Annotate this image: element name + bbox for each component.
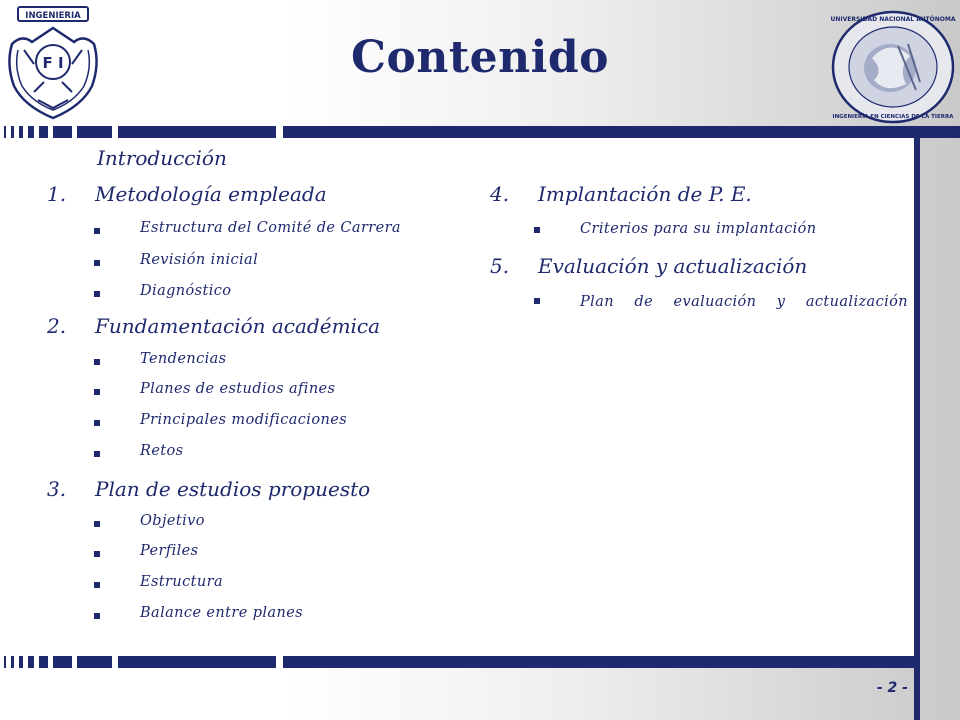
list-item: Estructura [140,574,223,590]
section-number: 3. [47,477,67,501]
bottom-divider-band [0,656,960,668]
bullet-icon [94,291,100,297]
section-3-heading [47,477,370,501]
list-item: Diagnóstico [140,283,232,299]
section-1-heading [47,182,327,206]
bullet-icon [94,521,100,527]
section-title: Evaluación y actualización [538,254,808,278]
section-title: Metodología empleada [95,182,327,206]
bullet-icon [94,582,100,588]
list-item: Estructura del Comité de Carrera [140,220,401,236]
section-2-heading [47,314,380,338]
section-title: Fundamentación académica [95,314,381,338]
left-column [0,138,470,656]
svg-text:UNIVERSIDAD NACIONAL AUTÓNOMA: UNIVERSIDAD NACIONAL AUTÓNOMA [830,16,956,23]
bullet-icon [534,227,540,233]
list-item: Plan de evaluación y actualización [580,294,908,310]
section-number: 5. [490,254,510,278]
page-title: Contenido [351,32,609,83]
bullet-icon [94,613,100,619]
svg-text:INGENIERÍA EN CIENCIAS DE LA T: INGENIERÍA EN CIENCIAS DE LA TIERRA [832,114,954,120]
slide-header [0,0,960,125]
list-item: Planes de estudios afines [140,381,336,397]
section-5-heading [490,254,807,278]
list-item: Objetivo [140,513,205,529]
bullet-icon [94,359,100,365]
bullet-icon [94,228,100,234]
bullet-icon [94,260,100,266]
page-number: - 2 - [876,680,908,696]
bullet-icon [534,298,540,304]
section-title: Plan de estudios propuesto [95,477,371,501]
list-item: Tendencias [140,351,227,367]
svg-text:F I: F I [42,54,64,72]
bullet-icon [94,420,100,426]
bullet-icon [94,551,100,557]
list-item: Revisión inicial [140,252,259,268]
list-item: Retos [140,443,184,459]
right-accent-bar [914,138,920,720]
bullet-icon [94,389,100,395]
list-item: Balance entre planes [140,605,304,621]
right-column [470,138,914,656]
section-title: Implantación de P. E. [538,182,752,206]
section-number: 2. [47,314,67,338]
logo-left-text: INGENIERIA [25,11,81,21]
section-number: 4. [490,182,510,206]
unam-dict-seal-logo [828,8,958,126]
list-item: Principales modificaciones [140,412,348,428]
intro-heading: Introducción [97,146,227,170]
list-item: Perfiles [140,543,199,559]
bullet-icon [94,451,100,457]
slide-content [0,138,914,656]
list-item: Criterios para su implantación [580,221,817,237]
section-number: 1. [47,182,67,206]
top-divider-band [0,126,960,138]
section-4-heading [490,182,752,206]
